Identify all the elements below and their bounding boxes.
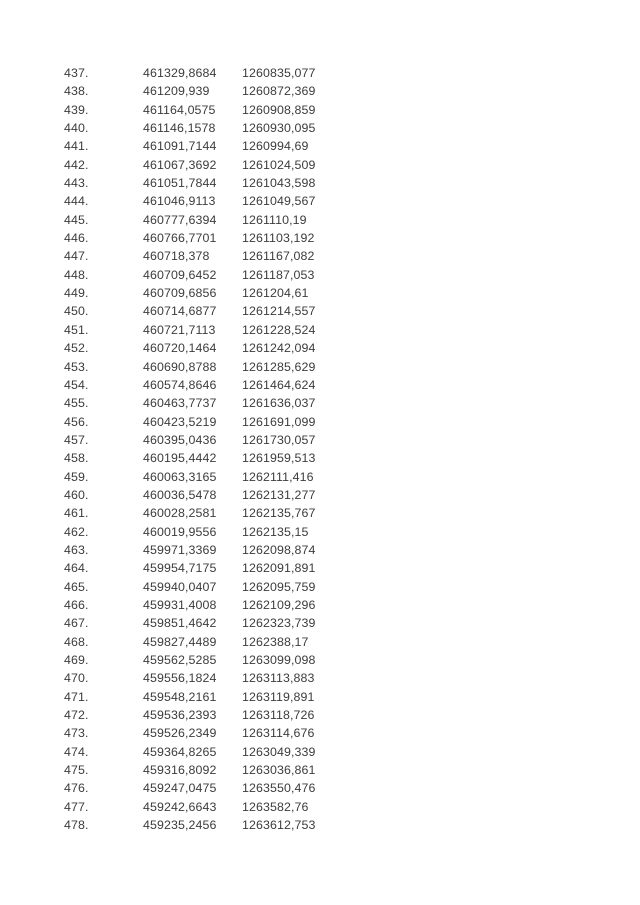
x-coordinate-cell: 461046,9113 — [143, 194, 216, 209]
y-coordinate-cell: 1260835,077 — [242, 66, 316, 80]
table-row — [64, 431, 364, 449]
x-coordinate-cell: 460463,7737 — [143, 396, 217, 411]
row-number-cell: 454. — [64, 377, 89, 392]
table-row — [64, 339, 364, 357]
y-coordinate-cell: 1261636,037 — [242, 396, 316, 411]
y-coordinate-cell: 1263099,098 — [242, 653, 316, 667]
x-coordinate-cell: 459316,8092 — [143, 763, 217, 778]
table-row — [64, 174, 364, 192]
y-coordinate-cell: 1263582,76 — [242, 799, 309, 814]
row-number-cell: 478. — [64, 818, 89, 833]
x-coordinate-cell: 460777,6394 — [143, 212, 217, 227]
x-coordinate-cell: 461329,8684 — [143, 66, 217, 80]
row-number-cell: 468. — [64, 634, 89, 649]
table-row — [64, 633, 364, 651]
x-coordinate-cell: 460195,4442 — [143, 451, 217, 466]
y-coordinate-cell: 1261464,624 — [242, 377, 316, 392]
x-coordinate-cell: 460709,6452 — [143, 267, 217, 282]
x-coordinate-cell: 459235,2456 — [143, 818, 217, 833]
row-number-cell: 469. — [64, 653, 89, 667]
x-coordinate-cell: 460720,1464 — [143, 341, 217, 356]
row-number-cell: 442. — [64, 157, 89, 172]
x-coordinate-cell: 460036,5478 — [143, 487, 217, 502]
y-coordinate-cell: 1263119,891 — [242, 689, 315, 704]
row-number-cell: 438. — [64, 84, 89, 99]
table-row — [64, 761, 364, 779]
y-coordinate-cell: 1262323,739 — [242, 616, 316, 631]
table-row — [64, 247, 364, 265]
y-coordinate-cell: 1262109,296 — [242, 597, 316, 612]
row-number-cell: 450. — [64, 304, 89, 319]
x-coordinate-cell: 459247,0475 — [143, 781, 217, 796]
x-coordinate-cell: 460721,7113 — [143, 322, 216, 337]
y-coordinate-cell: 1260872,369 — [242, 84, 316, 99]
table-row — [64, 504, 364, 522]
table-row — [64, 688, 364, 706]
table-row — [64, 816, 364, 834]
y-coordinate-cell: 1261024,509 — [242, 157, 316, 172]
row-number-cell: 440. — [64, 121, 89, 136]
y-coordinate-cell: 1261204,61 — [242, 286, 309, 301]
x-coordinate-cell: 460028,2581 — [143, 506, 217, 521]
y-coordinate-cell: 1260908,859 — [242, 102, 316, 117]
y-coordinate-cell: 1261187,053 — [242, 267, 315, 282]
row-number-cell: 448. — [64, 267, 89, 282]
table-row — [64, 614, 364, 632]
row-number-cell: 463. — [64, 542, 89, 557]
row-number-cell: 466. — [64, 597, 89, 612]
y-coordinate-cell: 1263550,476 — [242, 781, 316, 796]
y-coordinate-cell: 1263113,883 — [242, 671, 315, 686]
row-number-cell: 458. — [64, 451, 89, 466]
row-number-cell: 447. — [64, 249, 89, 264]
table-row — [64, 578, 364, 596]
row-number-cell: 457. — [64, 432, 89, 447]
row-number-cell: 476. — [64, 781, 89, 796]
table-row — [64, 724, 364, 742]
y-coordinate-cell: 1261691,099 — [242, 414, 316, 429]
y-coordinate-cell: 1261167,082 — [242, 249, 315, 264]
x-coordinate-cell: 459940,0407 — [143, 579, 217, 594]
x-coordinate-cell: 459556,1824 — [143, 671, 217, 686]
y-coordinate-cell: 1263049,339 — [242, 744, 316, 759]
x-coordinate-cell: 460019,9556 — [143, 524, 217, 539]
x-coordinate-cell: 460423,5219 — [143, 414, 217, 429]
x-coordinate-cell: 460063,3165 — [143, 469, 217, 484]
table-row — [64, 596, 364, 614]
table-row — [64, 101, 364, 119]
x-coordinate-cell: 459536,2393 — [143, 708, 217, 723]
row-number-cell: 474. — [64, 744, 89, 759]
x-coordinate-cell: 459242,6643 — [143, 799, 217, 814]
x-coordinate-cell: 461146,1578 — [143, 121, 216, 136]
y-coordinate-cell: 1263036,861 — [242, 763, 316, 778]
table-row — [64, 394, 364, 412]
table-row — [64, 376, 364, 394]
table-row — [64, 64, 364, 82]
y-coordinate-cell: 1260994,69 — [242, 139, 309, 154]
row-number-cell: 446. — [64, 231, 89, 246]
x-coordinate-cell: 461067,3692 — [143, 157, 217, 172]
x-coordinate-cell: 461209,939 — [143, 84, 210, 99]
row-number-cell: 461. — [64, 506, 89, 521]
table-row — [64, 523, 364, 541]
table-row — [64, 651, 364, 669]
x-coordinate-cell: 459954,7175 — [143, 561, 217, 576]
y-coordinate-cell: 1262111,416 — [242, 469, 314, 484]
x-coordinate-cell: 459971,3369 — [143, 542, 217, 557]
x-coordinate-cell: 459526,2349 — [143, 726, 217, 741]
row-number-cell: 456. — [64, 414, 89, 429]
x-coordinate-cell: 460574,8646 — [143, 377, 217, 392]
row-number-cell: 467. — [64, 616, 89, 631]
x-coordinate-cell: 459827,4489 — [143, 634, 217, 649]
table-row — [64, 119, 364, 137]
row-number-cell: 445. — [64, 212, 89, 227]
y-coordinate-cell: 1260930,095 — [242, 121, 316, 136]
y-coordinate-cell: 1263118,726 — [242, 708, 315, 723]
y-coordinate-cell: 1261730,057 — [242, 432, 316, 447]
y-coordinate-cell: 1261228,524 — [242, 322, 316, 337]
y-coordinate-cell: 1261959,513 — [242, 451, 316, 466]
row-number-cell: 473. — [64, 726, 89, 741]
y-coordinate-cell: 1263114,676 — [242, 726, 315, 741]
x-coordinate-cell: 459562,5285 — [143, 653, 217, 667]
y-coordinate-cell: 1263612,753 — [242, 818, 316, 833]
y-coordinate-cell: 1262131,277 — [242, 487, 316, 502]
table-row — [64, 468, 364, 486]
x-coordinate-cell: 459851,4642 — [143, 616, 217, 631]
table-row — [64, 284, 364, 302]
y-coordinate-cell: 1261043,598 — [242, 176, 316, 191]
table-row — [64, 137, 364, 155]
table-row — [64, 559, 364, 577]
x-coordinate-cell: 460766,7701 — [143, 231, 217, 246]
row-number-cell: 455. — [64, 396, 89, 411]
table-row — [64, 798, 364, 816]
y-coordinate-cell: 1262095,759 — [242, 579, 316, 594]
table-row — [64, 413, 364, 431]
table-row — [64, 192, 364, 210]
x-coordinate-cell: 460690,8788 — [143, 359, 217, 374]
row-number-cell: 477. — [64, 799, 89, 814]
row-number-cell: 475. — [64, 763, 89, 778]
table-row — [64, 229, 364, 247]
table-row — [64, 669, 364, 687]
row-number-cell: 449. — [64, 286, 89, 301]
table-row — [64, 156, 364, 174]
x-coordinate-cell: 461091,7144 — [143, 139, 217, 154]
row-number-cell: 459. — [64, 469, 89, 484]
table-row — [64, 486, 364, 504]
table-row — [64, 449, 364, 467]
row-number-cell: 451. — [64, 322, 89, 337]
row-number-cell: 465. — [64, 579, 89, 594]
y-coordinate-cell: 1261049,567 — [242, 194, 316, 209]
x-coordinate-cell: 459364,8265 — [143, 744, 217, 759]
y-coordinate-cell: 1261285,629 — [242, 359, 316, 374]
y-coordinate-cell: 1262135,767 — [242, 506, 316, 521]
table-row — [64, 266, 364, 284]
coordinate-table — [64, 64, 364, 834]
y-coordinate-cell: 1261242,094 — [242, 341, 316, 356]
row-number-cell: 441. — [64, 139, 89, 154]
table-row — [64, 321, 364, 339]
y-coordinate-cell: 1261103,192 — [242, 231, 315, 246]
y-coordinate-cell: 1261214,557 — [242, 304, 316, 319]
row-number-cell: 470. — [64, 671, 89, 686]
row-number-cell: 452. — [64, 341, 89, 356]
x-coordinate-cell: 460718,378 — [143, 249, 210, 264]
table-row — [64, 779, 364, 797]
x-coordinate-cell: 461164,0575 — [143, 102, 216, 117]
row-number-cell: 472. — [64, 708, 89, 723]
row-number-cell: 453. — [64, 359, 89, 374]
x-coordinate-cell: 459548,2161 — [143, 689, 217, 704]
table-row — [64, 743, 364, 761]
x-coordinate-cell: 460709,6856 — [143, 286, 217, 301]
table-row — [64, 82, 364, 100]
row-number-cell: 443. — [64, 176, 89, 191]
table-row — [64, 211, 364, 229]
row-number-cell: 444. — [64, 194, 89, 209]
row-number-cell: 464. — [64, 561, 89, 576]
row-number-cell: 437. — [64, 66, 89, 80]
y-coordinate-cell: 1262091,891 — [242, 561, 316, 576]
row-number-cell: 462. — [64, 524, 89, 539]
y-coordinate-cell: 1262098,874 — [242, 542, 316, 557]
x-coordinate-cell: 460714,6877 — [143, 304, 217, 319]
table-row — [64, 302, 364, 320]
table-row — [64, 541, 364, 559]
y-coordinate-cell: 1262388,17 — [242, 634, 309, 649]
table-row — [64, 358, 364, 376]
x-coordinate-cell: 461051,7844 — [143, 176, 217, 191]
row-number-cell: 460. — [64, 487, 89, 502]
y-coordinate-cell: 1261110,19 — [242, 212, 307, 227]
y-coordinate-cell: 1262135,15 — [242, 524, 309, 539]
x-coordinate-cell: 459931,4008 — [143, 597, 217, 612]
row-number-cell: 439. — [64, 102, 89, 117]
table-row — [64, 706, 364, 724]
x-coordinate-cell: 460395,0436 — [143, 432, 217, 447]
row-number-cell: 471. — [64, 689, 89, 704]
